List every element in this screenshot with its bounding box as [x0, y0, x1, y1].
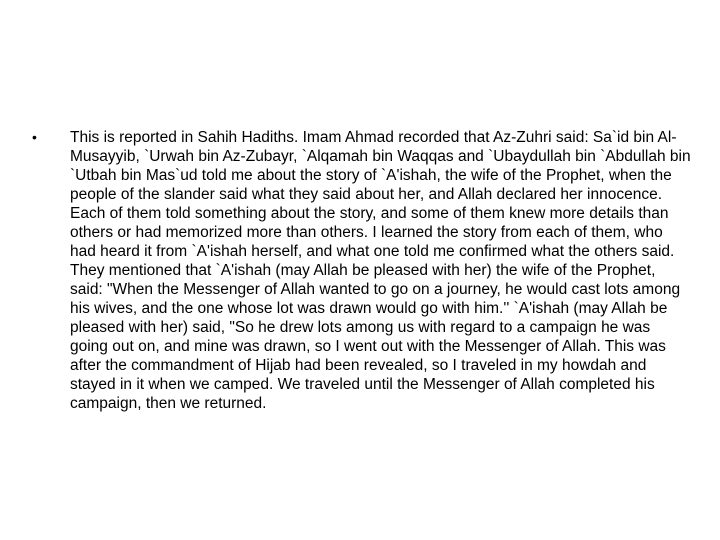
bullet-paragraph: This is reported in Sahih Hadiths. Imam Ahmad recorded that Az-Zuhri said: Sa`id bin Al-Musayyib, `Urwah bin Az-Zubayr, `Alqamah bin Waqqas and `Ubaydullah bin `Abdullah bin `Utbah bin Mas`ud told me about the story of `A'ishah, the wife of the Prophet, when the people of the slander said what they said about her, and Allah declared her innocence. Each of them told something about the story, and some of them knew more details than others or had memorized more than others. I learned the story from each of them, who had heard it from `A'ishah herself, and what one told me confirmed what the others said. They mentioned that `A'ishah (may Allah be pleased with her) the wife of the Prophet, said: "When the Messenger of Allah wanted to go on a journey, he would cast lots among his wives, and the one whose lot was drawn would go with him.'' `A'ishah (may Allah be pleased with her) said, "So he drew lots among us with regard to a campaign he was going out on, and mine was drawn, so I went out with the Messenger of Allah. This was after the commandment of Hijab had been revealed, so I traveled in my howdah and stayed in it when we camped. We traveled until the Messenger of Allah completed his campaign, then we returned.	[70, 129, 691, 412]
bullet-item	[32, 128, 692, 413]
bullet-marker: •	[32, 129, 37, 145]
